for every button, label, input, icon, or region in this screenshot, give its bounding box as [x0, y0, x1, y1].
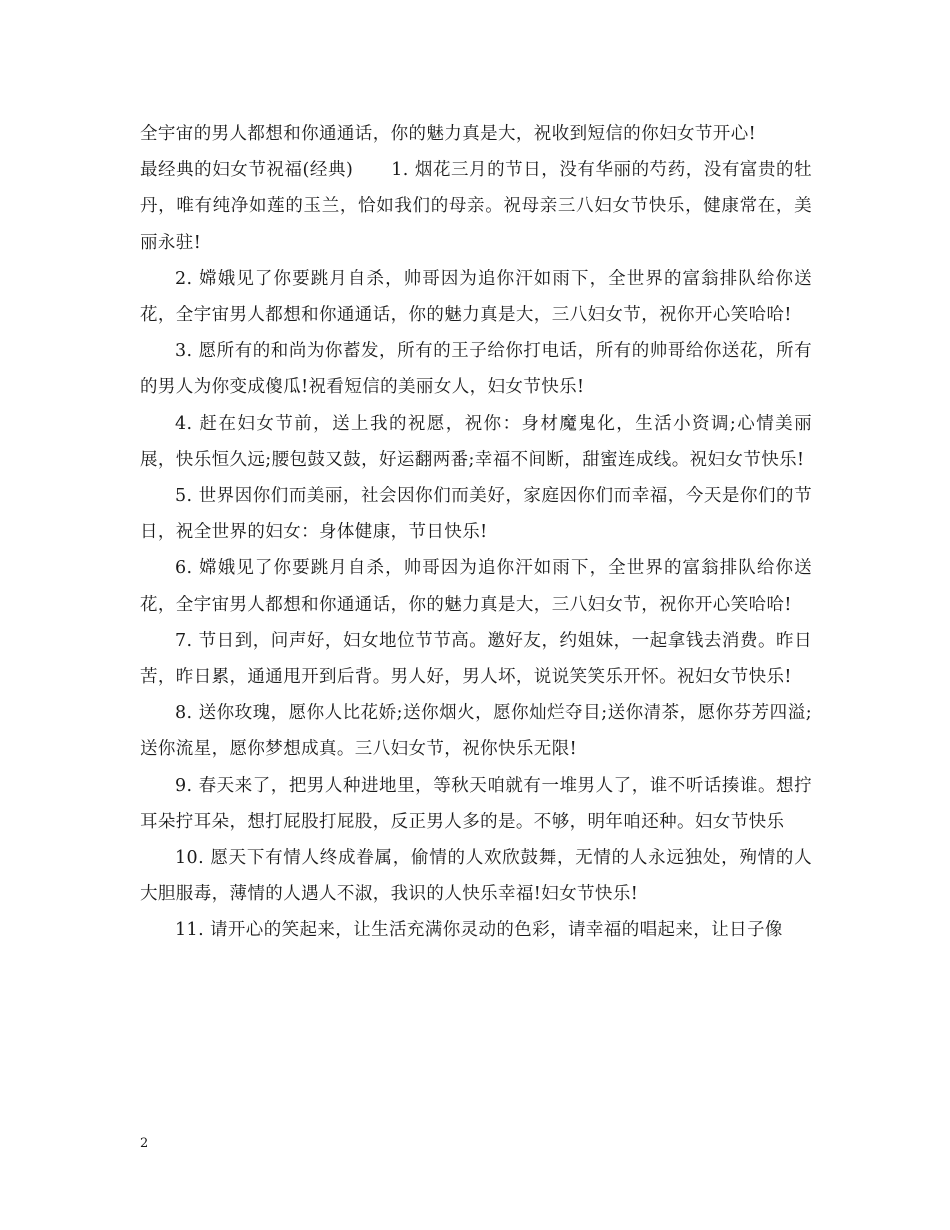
wish-item-11: 11. 请开心的笑起来，让生活充满你灵动的色彩，请幸福的唱起来，让日子像 [175, 920, 783, 941]
intro-line: 全宇宙的男人都想和你通通话，你的魅力真是大，祝收到短信的你妇女节开心! [140, 124, 757, 144]
wish-item-6: 6. 嫦娥见了你要跳月自杀，帅哥因为追你汗如雨下，全世界的富翁排队给你送花，全宇宙男人都想和你通通话，你的魅力真是大，三八妇女节，祝你开心笑哈哈! [140, 558, 812, 615]
wish-item-8: 8. 送你玫瑰，愿你人比花娇;送你烟火，愿你灿烂夺目;送你清茶，愿你芬芳四溢;送你流星，愿你梦想成真。三八妇女节，祝你快乐无限! [140, 703, 812, 760]
document-body [140, 116, 812, 949]
wish-item-2: 2. 嫦娥见了你要跳月自杀，帅哥因为追你汗如雨下，全世界的富翁排队给你送花，全宇宙男人都想和你通通话，你的魅力真是大，三八妇女节，祝你开心笑哈哈! [140, 268, 812, 326]
heading-paragraph [140, 152, 812, 261]
wish-item-5: 5. 世界因你们而美丽，社会因你们而美好，家庭因你们而幸福，今天是你们的节日，祝全世界的妇女：身体健康，节日快乐! [140, 486, 812, 543]
wish-item-3: 3. 愿所有的和尚为你蓄发，所有的王子给你打电话，所有的帅哥给你送花，所有的男人为你变成傻瓜!祝看短信的美丽女人，妇女节快乐! [140, 341, 812, 398]
wish-item-1: 1. 烟花三月的节日，没有华丽的芍药，没有富贵的牡丹，唯有纯净如莲的玉兰，恰如我们的母亲。祝母亲三八妇女节快乐，健康常在，美丽永驻! [140, 160, 813, 253]
wish-item-10: 10. 愿天下有情人终成眷属，偷情的人欢欣鼓舞，无情的人永远独处，殉情的人大胆服毒，薄情的人遇人不淑，我识的人快乐幸福!妇女节快乐! [140, 848, 812, 905]
section-heading: 最经典的妇女节祝福(经典) [140, 160, 354, 181]
wish-item-7: 7. 节日到，问声好，妇女地位节节高。邀好友，约姐妹，一起拿钱去消费。昨日苦，昨日累，通通甩开到后背。男人好，男人坏，说说笑笑乐开怀。祝妇女节快乐! [140, 630, 812, 688]
page-number: 2 [140, 1136, 149, 1151]
wish-item-9: 9. 春天来了，把男人种进地里，等秋天咱就有一堆男人了，谁不听话揍谁。想拧耳朵拧耳朵，想打屁股打屁股，反正男人多的是。不够，明年咱还种。妇女节快乐 [140, 775, 812, 832]
wish-item-4: 4. 赶在妇女节前，送上我的祝愿，祝你：身材魔鬼化，生活小资调;心情美丽展，快乐恒久远;腰包鼓又鼓，好运翻两番;幸福不间断，甜蜜连成线。祝妇女节快乐! [140, 413, 812, 470]
